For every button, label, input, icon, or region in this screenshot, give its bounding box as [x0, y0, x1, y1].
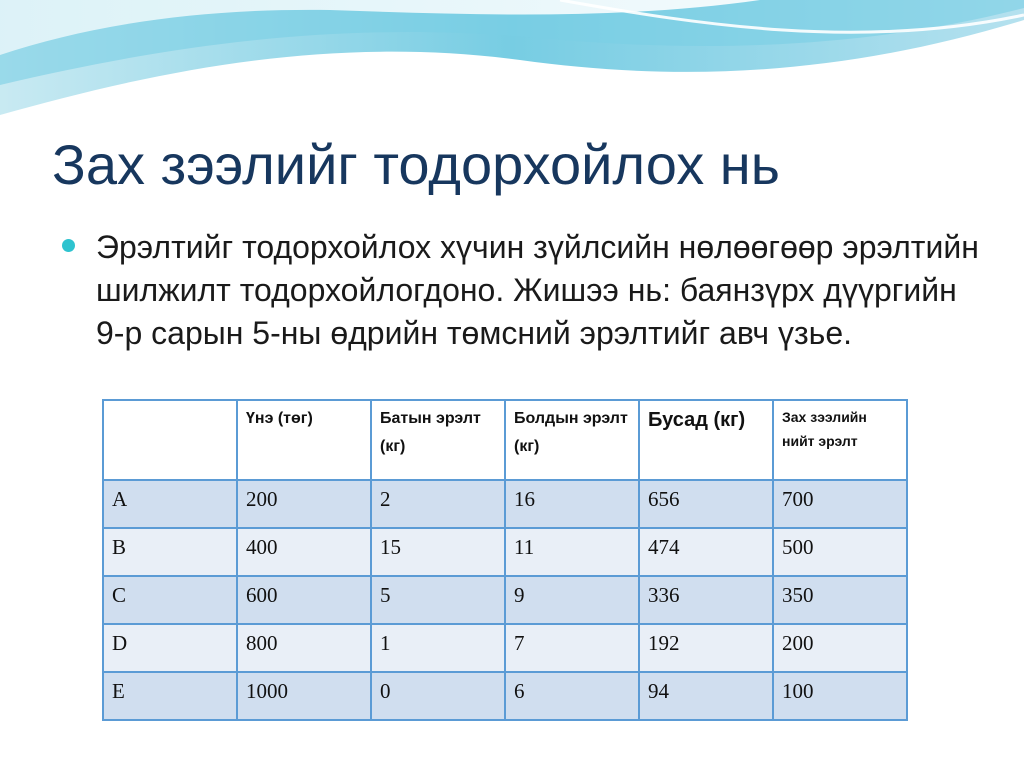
table-cell: 16 — [505, 480, 639, 528]
demand-table — [102, 399, 908, 721]
table-cell: 100 — [773, 672, 907, 720]
table-row — [103, 672, 907, 720]
header-wave-decoration — [0, 0, 1024, 130]
table-cell: E — [103, 672, 237, 720]
table-cell: 1000 — [237, 672, 371, 720]
slide-title: Зах зээлийг тодорхойлох нь — [52, 133, 780, 196]
table-cell: 700 — [773, 480, 907, 528]
table-cell: 2 — [371, 480, 505, 528]
table-cell: 11 — [505, 528, 639, 576]
header-cell-bat-demand: Батын эрэлт (кг) — [371, 400, 505, 480]
table-cell: 1 — [371, 624, 505, 672]
table-row — [103, 576, 907, 624]
table-cell: 350 — [773, 576, 907, 624]
table-cell: 656 — [639, 480, 773, 528]
table-cell: A — [103, 480, 237, 528]
header-cell-price: Үнэ (төг) — [237, 400, 371, 480]
table-cell: 336 — [639, 576, 773, 624]
bullet-dot-icon — [62, 239, 75, 252]
header-cell-market-demand: Зах зээлийн нийт эрэлт — [773, 400, 907, 480]
header-cell-bold-demand: Болдын эрэлт (кг) — [505, 400, 639, 480]
table-cell: 94 — [639, 672, 773, 720]
table-row — [103, 480, 907, 528]
table-row — [103, 624, 907, 672]
table-cell: 600 — [237, 576, 371, 624]
table-header-row — [103, 400, 907, 480]
table-cell: 500 — [773, 528, 907, 576]
table-cell: 400 — [237, 528, 371, 576]
table-cell: B — [103, 528, 237, 576]
bullet-text: Эрэлтийг тодорхойлох хүчин зүйлсийн нөлөөгөөр эрэлтийн шилжилт тодорхойлогдоно. Жишээ нь: баянзүрх дүүргийн 9-р сарын 5-ны өдрийн төмсний эрэлтийг авч үзье. — [96, 229, 979, 351]
table-cell: 9 — [505, 576, 639, 624]
table-cell: C — [103, 576, 237, 624]
table-cell: 5 — [371, 576, 505, 624]
table-cell: 800 — [237, 624, 371, 672]
table-cell: 200 — [773, 624, 907, 672]
table-cell: 6 — [505, 672, 639, 720]
table-cell: 7 — [505, 624, 639, 672]
table-row — [103, 528, 907, 576]
table-cell: 0 — [371, 672, 505, 720]
table-cell: 15 — [371, 528, 505, 576]
header-cell-label — [103, 400, 237, 480]
bullet-item — [62, 226, 982, 355]
table-cell: 474 — [639, 528, 773, 576]
table-cell: 192 — [639, 624, 773, 672]
table-cell: D — [103, 624, 237, 672]
header-cell-other: Бусад (кг) — [639, 400, 773, 480]
table-cell: 200 — [237, 480, 371, 528]
